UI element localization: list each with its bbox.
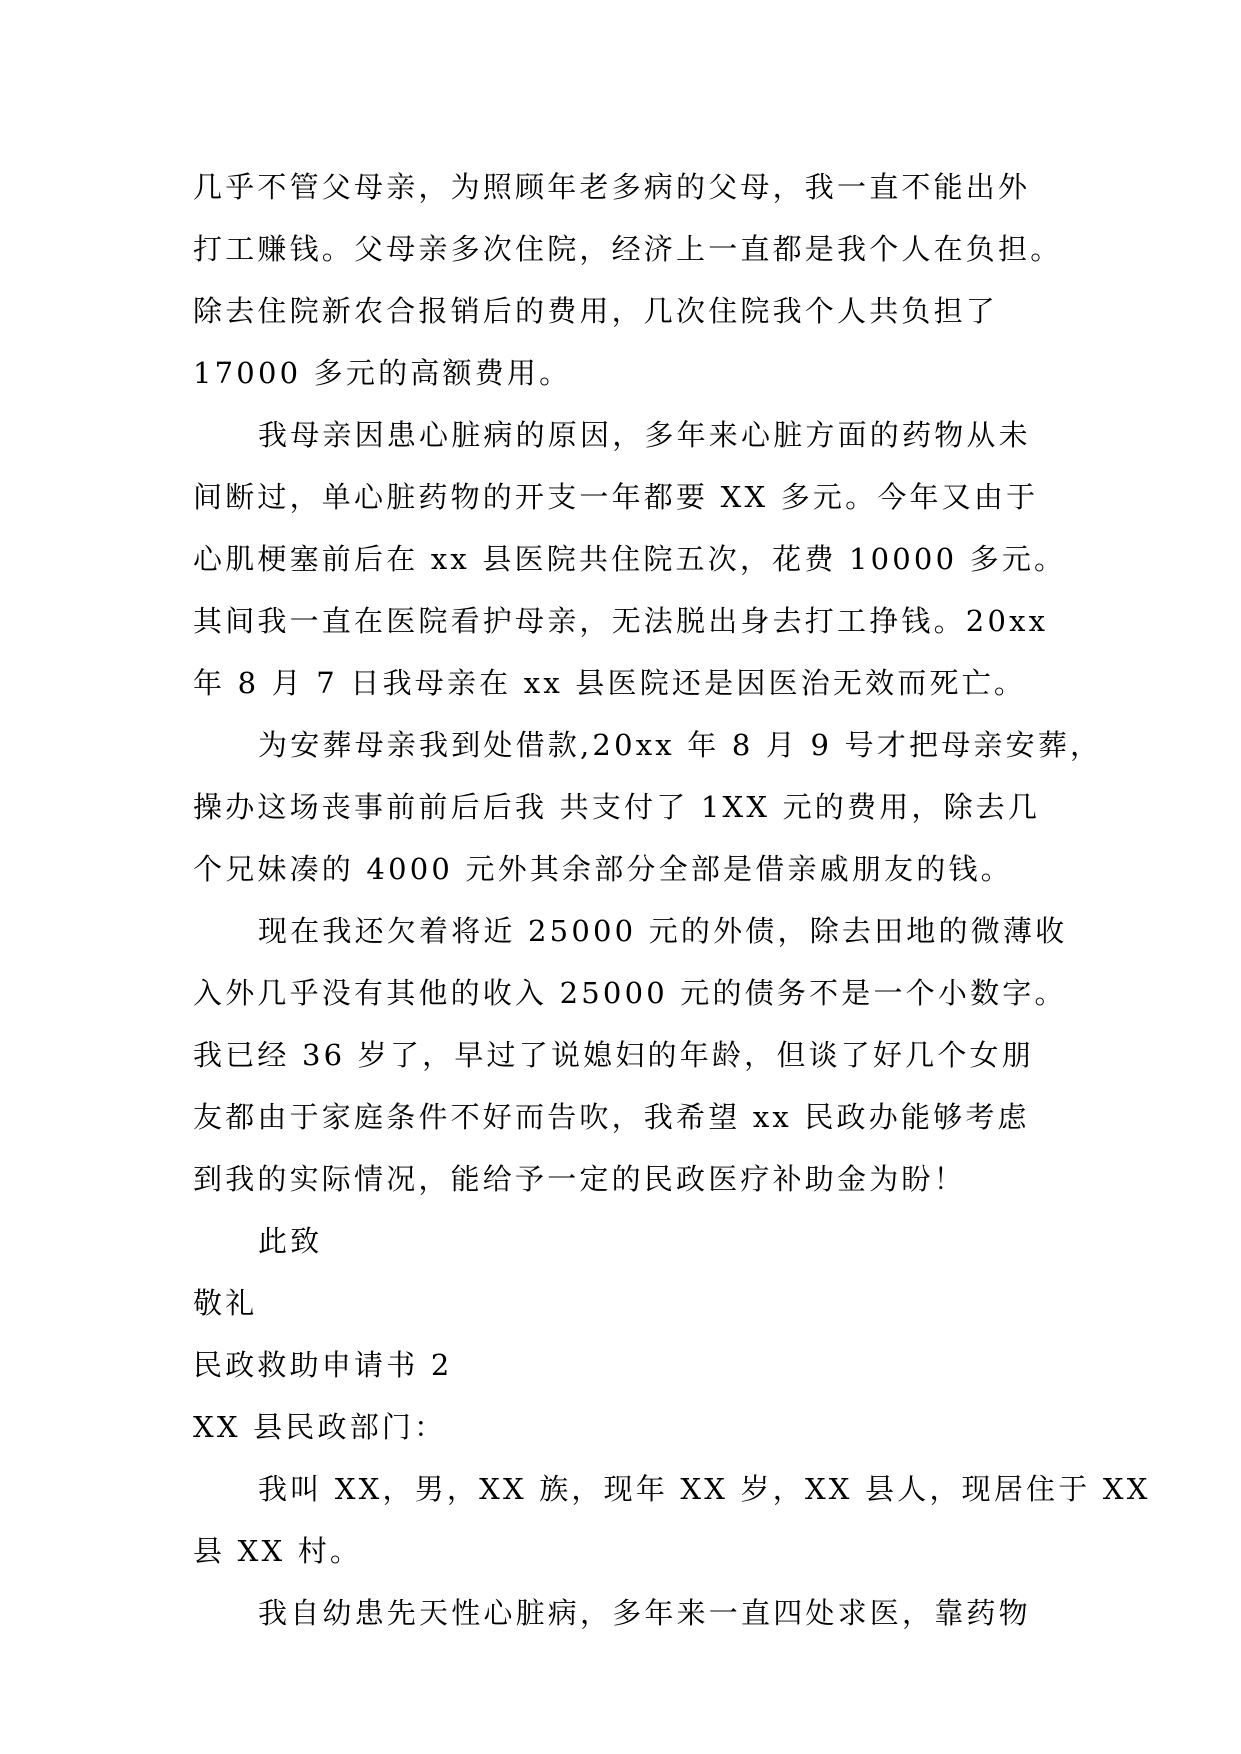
body-text-line: 操办这场丧事前前后后我 共支付了 1XX 元的费用，除去几 bbox=[193, 790, 1041, 824]
body-text-line: 县 XX 村。 bbox=[193, 1534, 363, 1568]
paragraph-first-line: 我母亲因患心脏病的原因，多年来心脏方面的药物从未 bbox=[258, 418, 1031, 452]
body-text-line: 入外几乎没有其他的收入 25000 元的债务不是一个小数字。 bbox=[193, 976, 1067, 1010]
section-title: 民政救助申请书 2 bbox=[193, 1348, 453, 1382]
addressee: XX 县民政部门： bbox=[193, 1410, 447, 1444]
body-text-line: 年 8 月 7 日我母亲在 xx 县医院还是因医治无效而死亡。 bbox=[193, 666, 1027, 700]
body-text-line: 间断过，单心脏药物的开支一年都要 XX 多元。今年又由于 bbox=[193, 480, 1039, 514]
body-text-line: 打工赚钱。父母亲多次住院，经济上一直都是我个人在负担。 bbox=[193, 232, 1063, 266]
body-text-line: 心肌梗塞前后在 xx 县医院共住院五次，花费 10000 多元。 bbox=[193, 542, 1067, 576]
body-text-line: 个兄妹凑的 4000 元外其余部分全部是借亲戚朋友的钱。 bbox=[193, 852, 1013, 886]
body-text-line: 其间我一直在医院看护母亲，无法脱出身去打工挣钱。20xx bbox=[193, 604, 1049, 638]
paragraph-first-line: 为安葬母亲我到处借款,20xx 年 8 月 9 号才把母亲安葬， bbox=[258, 728, 1103, 762]
closing-regards: 敬礼 bbox=[193, 1286, 258, 1320]
body-text-line: 到我的实际情况，能给予一定的民政医疗补助金为盼！ bbox=[193, 1162, 966, 1196]
paragraph-first-line: 现在我还欠着将近 25000 元的外债，除去田地的微薄收 bbox=[258, 914, 1068, 948]
body-text-line: 17000 多元的高额费用。 bbox=[193, 356, 572, 390]
paragraph-first-line: 我叫 XX，男，XX 族，现年 XX 岁，XX 县人，现居住于 XX bbox=[258, 1472, 1151, 1506]
body-text-line: 几乎不管父母亲，为照顾年老多病的父母，我一直不能出外 bbox=[193, 170, 1031, 204]
body-text-line: 我已经 36 岁了，早过了说媳妇的年龄，但谈了好几个女朋 bbox=[193, 1038, 1034, 1072]
closing-salutation: 此致 bbox=[258, 1224, 323, 1258]
paragraph-first-line: 我自幼患先天性心脏病，多年来一直四处求医，靠药物 bbox=[258, 1596, 1031, 1630]
body-text-line: 友都由于家庭条件不好而告吹，我希望 xx 民政办能够考虑 bbox=[193, 1100, 1030, 1134]
body-text-line: 除去住院新农合报销后的费用，几次住院我个人共负担了 bbox=[193, 294, 999, 328]
